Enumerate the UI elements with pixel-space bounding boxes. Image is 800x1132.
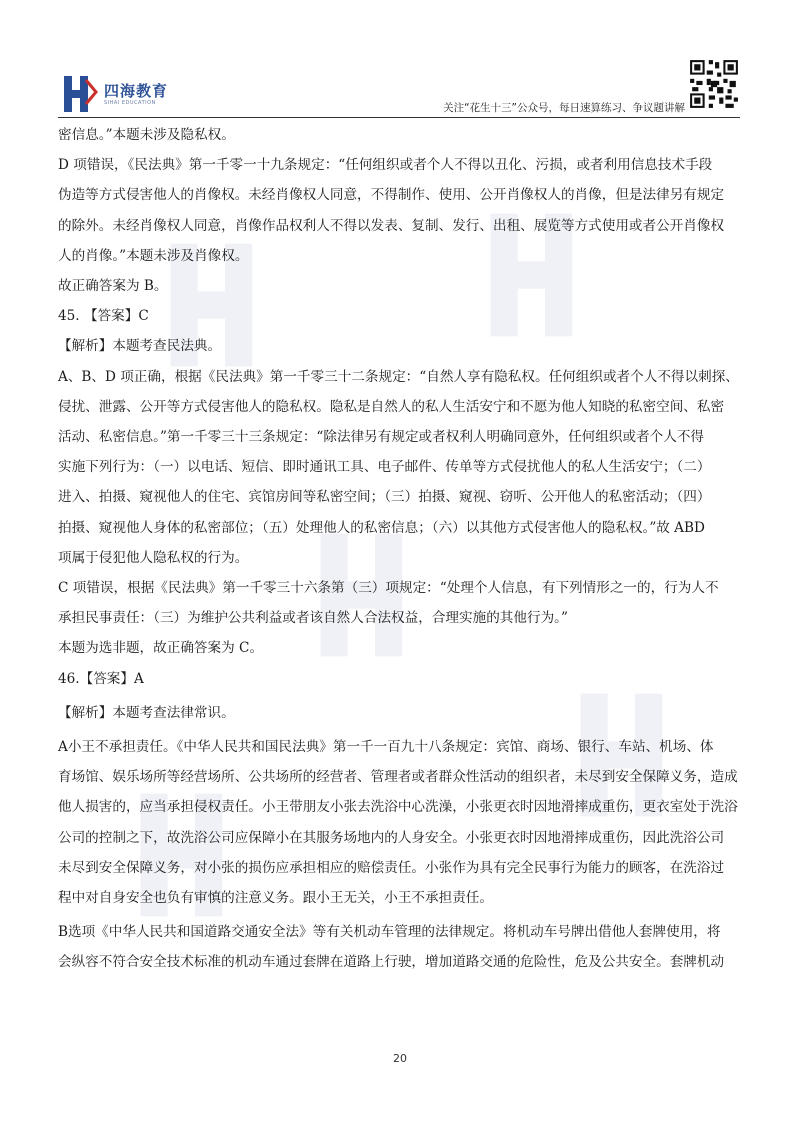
text-line: C 项错误，根据《民法典》第一千零三十六条第（三）项规定：“处理个人信息，有下列情形之一的，行为人不	[58, 580, 719, 597]
page-number: 20	[393, 1052, 407, 1065]
text-line: 他人损害的，应当承担侵权责任。小王带朋友小张去洗浴中心洗澡，小张更衣时因地滑摔成重伤，更衣室处于洗浴	[58, 799, 738, 816]
logo-subtext: SIHAI EDUCATION	[104, 100, 156, 106]
text-line: B选项《中华人民共和国道路交通安全法》等有关机动车管理的法律规定。将机动车号牌出借他人套牌使用，将	[58, 924, 721, 941]
brand-logo	[60, 72, 170, 116]
text-line: 未尽到安全保障义务，对小张的损伤应承担相应的赔偿责任。小张作为具有完全民事行为能力的顾客，在洗浴过	[58, 859, 725, 876]
logo-text: 四海教育	[104, 82, 169, 100]
text-line: 拍摄、窥视他人身体的私密部位；（五）处理他人的私密信息；（六）以其他方式侵害他人的隐私权。”故 ABD	[58, 519, 705, 536]
text-line: 伪造等方式侵害他人的肖像权。未经肖像权人同意，不得制作、使用、公开肖像权人的肖像，但是法律另有规定	[58, 187, 725, 204]
text-line: 的除外。未经肖像权人同意，肖像作品权利人不得以发表、复制、发行、出租、展览等方式使用或者公开肖像权	[58, 217, 725, 234]
page-header	[0, 0, 800, 122]
text-line: 密信息。”本题未涉及隐私权。	[58, 127, 235, 143]
text-line: 实施下列行为：（一）以电话、短信、即时通讯工具、电子邮件、传单等方式侵扰他人的私人生活安宁；（二）	[58, 459, 711, 476]
text-line: 育场馆、娱乐场所等经营场所、公共场所的经营者、管理者或者群众性活动的组织者，未尽到安全保障义务，造成	[58, 769, 738, 786]
text-line: 本题为选非题，故正确答案为 C。	[58, 640, 264, 657]
text-line: 公司的控制之下，故洗浴公司应保障小在其服务场地内的人身安全。小张更衣时因地滑摔成重伤，因此洗浴公司	[58, 829, 725, 846]
text-line: 侵扰、泄露、公开等方式侵害他人的隐私权。隐私是自然人的私人生活安宁和不愿为他人知晓的私密空间、私密	[58, 398, 725, 415]
qr-code-icon	[688, 58, 740, 110]
answer-heading: 45. 【答案】C	[58, 308, 149, 325]
answer-heading: 46.【答案】A	[58, 670, 144, 687]
header-divider	[58, 117, 740, 118]
text-line: 程中对自身安全也负有审慎的注意义务。跟小王无关，小王不承担责任。	[58, 890, 493, 907]
text-line: 进入、拍摄、窥视他人的住宅、宾馆房间等私密空间；（三）拍摄、窥视、窃听、公开他人的私密活动；（四）	[58, 489, 711, 506]
analysis-heading: 【解析】本题考查民法典。	[58, 338, 222, 355]
text-line: 人的肖像。”本题未涉及肖像权。	[58, 247, 249, 264]
text-line: 会纵容不符合安全技术标准的机动车通过套牌在道路上行驶，增加道路交通的危险性，危及公共安全。套牌机动	[58, 954, 725, 971]
text-line: 项属于侵犯他人隐私权的行为。	[58, 549, 249, 566]
text-line: 承担民事责任：（三）为维护公共利益或者该自然人合法权益，合理实施的其他行为。”	[58, 610, 568, 627]
text-line: A、B、D 项正确，根据《民法典》第一千零三十二条规定：“自然人享有隐私权。任何组织或者个人不得以刺探、	[58, 368, 739, 385]
text-line: 活动、私密信息。”第一千零三十三条规定：“除法律另有规定或者权利人明确同意外，任何组织或者个人不得	[58, 429, 705, 446]
logo-mark-icon	[60, 72, 100, 116]
analysis-heading: 【解析】本题考查法律常识。	[58, 704, 235, 721]
text-line: A小王不承担责任。《中华人民共和国民法典》第一千一百九十八条规定：宾馆、商场、银行、车站、机场、体	[58, 739, 714, 756]
header-slogan: 关注“花生十三”公众号，每日速算练习、争议题讲解	[443, 102, 685, 114]
text-line: D 项错误，《民法典》第一千零一十九条规定：“任何组织或者个人不得以丑化、污损，或者利用信息技术手段	[58, 157, 713, 174]
text-line: 故正确答案为 B。	[58, 278, 168, 295]
document-body	[58, 120, 744, 978]
